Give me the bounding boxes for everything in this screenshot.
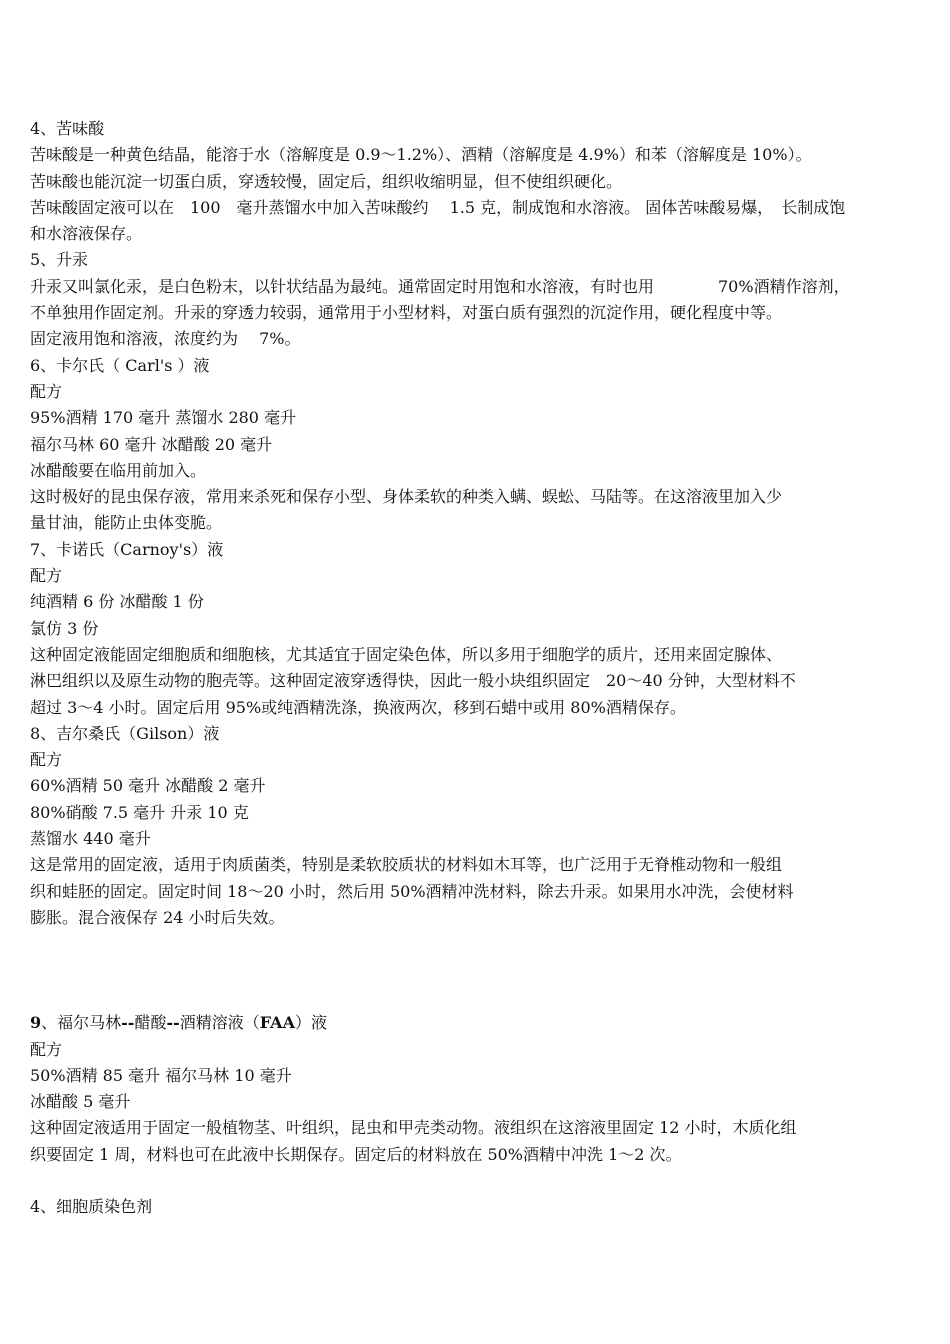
paragraph-line: 淋巴组织以及原生动物的胞壳等。这种固定液穿透得快，因此一般小块组织固定 20～40 分钟，大型材料不 [30,671,796,691]
paragraph-line: 这时极好的昆虫保存液，常用来杀死和保存小型、身体柔软的种类入螨、蜈蚣、马陆等。在这溶液里加入少 [30,487,783,507]
paragraph-line: 苦味酸是一种黄色结晶，能溶于水（溶解度是 0.9～1.2%）、酒精（溶解度是 4.9%）和苯（溶解度是 10%）。 [30,145,812,165]
section-heading-gilsons-fluid: 8、吉尔桑氏（Gilson）液 [30,723,220,743]
paragraph-line: 苦味酸固定液可以在 100 毫升蒸馏水中加入苦味酸约 1.5 克，制成饱和水溶液。 固体苦味酸易爆， 长制成饱 [30,197,846,217]
paragraph-line: 和水溶液保存。 [30,224,143,244]
section-heading-picric-acid: 4、苦味酸 [30,119,105,138]
blank-space [30,1168,935,1194]
section-number: 9 [30,1013,42,1033]
paragraph-line: 量甘油，能防止虫体变脆。 [30,513,223,533]
section-heading-carls-fluid: 6、卡尔氏（ Carl's ）液 [30,355,210,375]
paragraph-line: 这是常用的固定液，适用于肉质菌类，特别是柔软胶质状的材料如木耳等，也广泛用于无脊椎动物和一般组 [30,855,783,875]
formula-line: 80%硝酸 7.5 毫升 升汞 10 克 [30,802,249,822]
heading-part: 酒精溶液（ [179,1013,260,1033]
section-heading-mercuric-chloride: 5、升汞 [30,250,89,270]
paragraph-line: 不单独用作固定剂。升汞的穿透力较弱，通常用于小型材料，对蛋白质有强烈的沉淀作用，硬化程度中等。 [30,303,783,323]
section-heading-carnoys-fluid: 7、卡诺氏（Carnoy's）液 [30,539,224,559]
heading-dash: -- [166,1013,180,1033]
heading-part: 醋酸 [134,1013,167,1033]
formula-line: 冰醋酸 5 毫升 [30,1092,131,1112]
blank-space [30,931,935,1010]
paragraph-line: 苦味酸也能沉淀一切蛋白质，穿透较慢，固定后，组织收缩明显，但不使组织硬化。 [30,171,623,191]
formula-line: 福尔马林 60 毫升 冰醋酸 20 毫升 [30,434,273,454]
paragraph-line: 织和蛙胚的固定。固定时间 18～20 小时，然后用 50%酒精冲洗材料，除去升汞。如果用水冲洗，会使材料 [30,881,794,901]
heading-part: ）液 [295,1013,328,1033]
paragraph-line: 织要固定 1 周，材料也可在此液中长期保存。固定后的材料放在 50%酒精中冲洗 1～2 次。 [30,1144,682,1164]
paragraph-line: 这种固定液能固定细胞质和细胞核，尤其适宜于固定染色体，所以多用于细胞学的质片，还用来固定腺体、 [30,644,783,664]
section-heading-faa [30,1010,935,1036]
heading-faa-abbrev: FAA [259,1013,295,1033]
heading-part: 、福尔马林 [41,1013,122,1033]
formula-line: 95%酒精 170 毫升 蒸馏水 280 毫升 [30,408,297,428]
section-heading-cytoplasm-stains: 4、细胞质染色剂 [30,1197,153,1217]
paragraph-line: 膨胀。混合液保存 24 小时后失效。 [30,907,285,927]
paragraph-line: 升汞又叫氯化汞，是白色粉末，以针状结晶为最纯。通常固定时用饱和水溶液，有时也用 70%酒精作溶剂， [30,276,850,296]
formula-line: 60%酒精 50 毫升 冰醋酸 2 毫升 [30,776,266,796]
paragraph-line: 超过 3～4 小时。固定后用 95%或纯酒精洗涤，换液两次，移到石蜡中或用 80%酒精保存。 [30,697,686,717]
document-page [30,116,935,1221]
formula-line: 纯酒精 6 份 冰醋酸 1 份 [30,592,204,612]
formula-line: 氯仿 3 份 [30,618,99,638]
formula-line: 50%酒精 85 毫升 福尔马林 10 毫升 [30,1065,292,1085]
paragraph-line: 冰醋酸要在临用前加入。 [30,460,207,480]
formula-label: 配方 [30,566,63,586]
formula-label: 配方 [30,381,63,401]
paragraph-line: 固定液用饱和溶液，浓度约为 7%。 [30,329,301,349]
formula-label: 配方 [30,750,63,770]
formula-label: 配方 [30,1039,63,1059]
heading-dash: -- [121,1013,135,1033]
formula-line: 蒸馏水 440 毫升 [30,829,151,849]
paragraph-line: 这种固定液适用于固定一般植物茎、叶组织，昆虫和甲壳类动物。液组织在这溶液里固定 12 小时，木质化组 [30,1118,797,1138]
